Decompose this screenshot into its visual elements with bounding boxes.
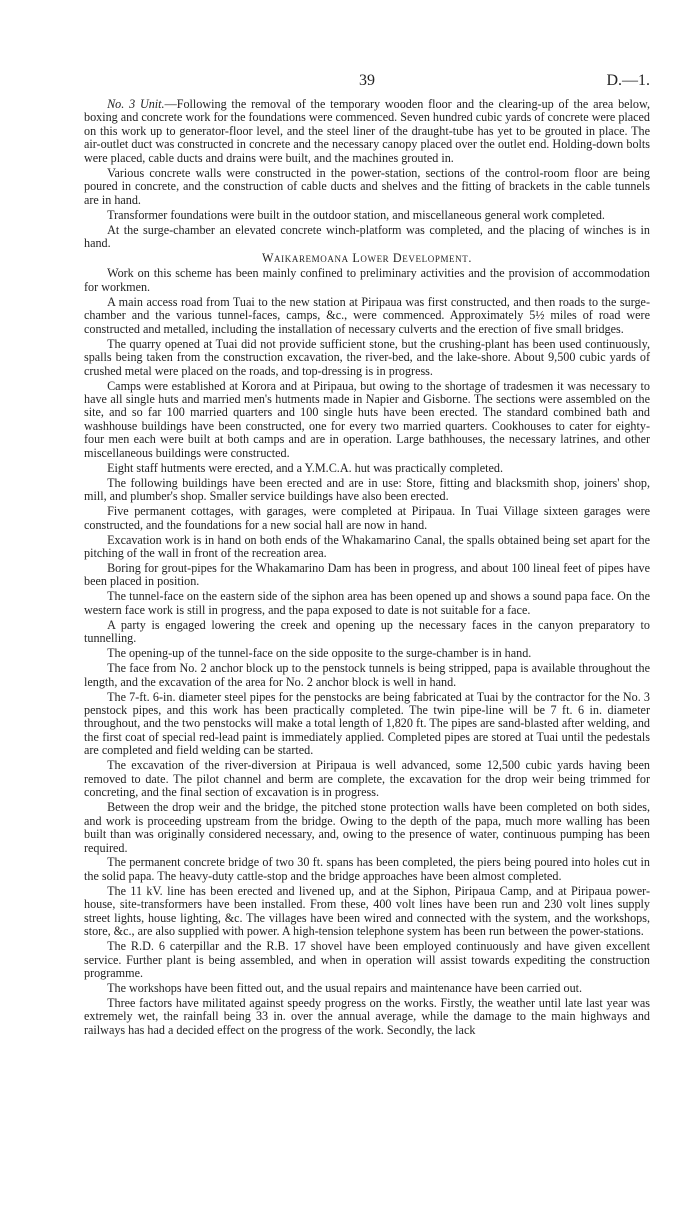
paragraph: Five permanent cottages, with garages, were completed at Piripaua. In Tuai Village sixteen garages were constructed, and the foundations for a new social hall are now in hand. bbox=[84, 504, 650, 532]
paragraph: Boring for grout-pipes for the Whakamarino Dam has been in progress, and about 100 lineal feet of pipes have been placed in position. bbox=[84, 560, 650, 589]
paragraph: Work on this scheme has been mainly confined to preliminary activities and the provision of accommodation for workmen. bbox=[84, 266, 650, 294]
page-number: 39 bbox=[359, 72, 375, 89]
paragraph: Between the drop weir and the bridge, the pitched stone protection walls have been completed on both sides, and work is proceeding upstream from the bridge. Owing to the depth of the papa, much more walling has been built than was originally considered necessary, and, owing to the presence of water, continuous pumping has been required. bbox=[84, 800, 650, 855]
paragraph: Various concrete walls were constructed in the power-station, sections of the control-room floor are being poured in concrete, and the construction of cable ducts and shelves and the fitting of brackets in the cable tunnels are in hand. bbox=[84, 165, 650, 207]
paragraph: The opening-up of the tunnel-face on the side opposite to the surge-chamber is in hand. bbox=[107, 646, 532, 661]
paragraph: The following buildings have been erected and are in use: Store, fitting and blacksmith shop, joiners' shop, mill, and plumber's shop. Smaller service buildings have also been erected. bbox=[84, 475, 650, 504]
paragraph: The tunnel-face on the eastern side of the siphon area has been opened up and shows a sound papa face. On the western face work is still in progress, and the papa exposed to date is not suitable for a face. bbox=[84, 589, 650, 617]
paragraph: The 7-ft. 6-in. diameter steel pipes for the penstocks are being fabricated at Tuai by the contractor for the No. 3 penstock pipes, and this work has been practically completed. The twin pipe-line will be 7 ft. 6 in. diameter throughout, and the two penstocks will make a total length of 1,820 ft. The pipes are sand-blasted after welding, and the first coat of special red-lead paint is immediately applied. Completed pipes are stored at Tuai until the pedestals are completed and field welding can be started. bbox=[84, 689, 650, 758]
paragraph: At the surge-chamber an elevated concrete winch-platform was completed, and the placing of winches is in hand. bbox=[84, 222, 650, 251]
paragraph: Transformer foundations were built in the outdoor station, and miscellaneous general work completed. bbox=[107, 207, 605, 222]
paragraph: Three factors have militated against speedy progress on the works. Firstly, the weather until late last year was extremely wet, the rainfall being 33 in. over the annual average, while the damage to the main highways and railways has had a decided effect on the progress of the work. Secondly, the lack bbox=[84, 996, 650, 1037]
document-reference: D.—1. bbox=[606, 72, 650, 89]
paragraph: The workshops have been fitted out, and the usual repairs and maintenance have been carried out. bbox=[107, 981, 583, 996]
paragraph: Eight staff hutments were erected, and a Y.M.C.A. hut was practically completed. bbox=[107, 460, 503, 475]
paragraph-text: —Following the removal of the temporary wooden floor and the clearing-up of the area below, boxing and concrete work for the foundations were commenced. Seven hundred cubic yards of concrete were placed on this work up to generator-floor level, and the steel liner of the draught-tube has yet to be grouted in place. The air-outlet duct was constructed in concrete and the necessary canopy placed over the outlet end. Holding-down bolts were placed, cable ducts and drains were built, and the machines grouted in. bbox=[84, 97, 651, 165]
paragraph: A party is engaged lowering the creek and opening up the necessary faces in the canyon preparatory to tunnelling. bbox=[84, 617, 650, 646]
paragraph: The excavation of the river-diversion at Piripaua is well advanced, some 12,500 cubic yards having been removed to date. The pilot channel and berm are complete, the excavation for the drop weir being trimmed for concreting, and the final section of excavation is in progress. bbox=[84, 758, 650, 800]
section-heading: Waikaremoana Lower Development. bbox=[261, 250, 473, 265]
page-header bbox=[84, 72, 650, 92]
paragraph: A main access road from Tuai to the new station at Piripaua was first constructed, and then roads to the surge-chamber and the various tunnel-faces, camps, &c., were commenced. Approximately 5½ miles of road were constructed and metalled, including the installation of necessary culverts and the erection of five small bridges. bbox=[84, 294, 650, 336]
paragraph: The R.D. 6 caterpillar and the R.B. 17 shovel have been employed continuously and have given excellent service. Further plant is being assembled, and when in operation will assist towards expediting the construction programme. bbox=[84, 939, 650, 981]
document-body bbox=[84, 98, 650, 1039]
paragraph: The face from No. 2 anchor block up to the penstock tunnels is being stripped, papa is available throughout the length, and the excavation of the area for No. 2 anchor block is well in hand. bbox=[84, 661, 650, 689]
paragraph: The quarry opened at Tuai did not provide sufficient stone, but the crushing-plant has been used continuously, spalls being taken from the construction excavation, the river-bed, and the lake-shore. About 9,500 cubic yards of crushed metal were placed on the roads, and top-dressing is in progress. bbox=[84, 336, 650, 378]
paragraph: The 11 kV. line has been erected and livened up, and at the Siphon, Piripaua Camp, and at Piripaua power-house, site-transformers have been installed. From these, 400 volt lines have been run and 230 volt lines supply street lights, house lighting, &c. The villages have been wired and connected with the system, and the workshops, store, &c., are also supplied with power. A high-tension telephone system has been run between the power-stations. bbox=[84, 883, 650, 939]
unit-lead-in: No. 3 Unit. bbox=[107, 97, 165, 111]
paragraph: Excavation work is in hand on both ends of the Whakamarino Canal, the spalls obtained being set apart for the pitching of the wall in front of the recreation area. bbox=[84, 532, 650, 560]
paragraph: The permanent concrete bridge of two 30 ft. spans has been completed, the piers being poured into holes cut in the solid papa. The heavy-duty cattle-stop and the bridge approaches have been almost completed. bbox=[84, 855, 650, 883]
paragraph: Camps were established at Korora and at Piripaua, but owing to the shortage of tradesmen it was necessary to have all single huts and married men's hutments made in Napier and Gisborne. The sections were assembled on the site, and so far 100 married quarters and 100 single huts have been erected. The standard combined bath and washhouse buildings have been constructed, one for every two married quarters. Cookhouses to cater for eighty-four men each were built at both camps and are in operation. Large bathhouses, the necessary latrines, and other miscellaneous buildings were constructed. bbox=[84, 378, 650, 460]
paragraph bbox=[84, 98, 650, 165]
